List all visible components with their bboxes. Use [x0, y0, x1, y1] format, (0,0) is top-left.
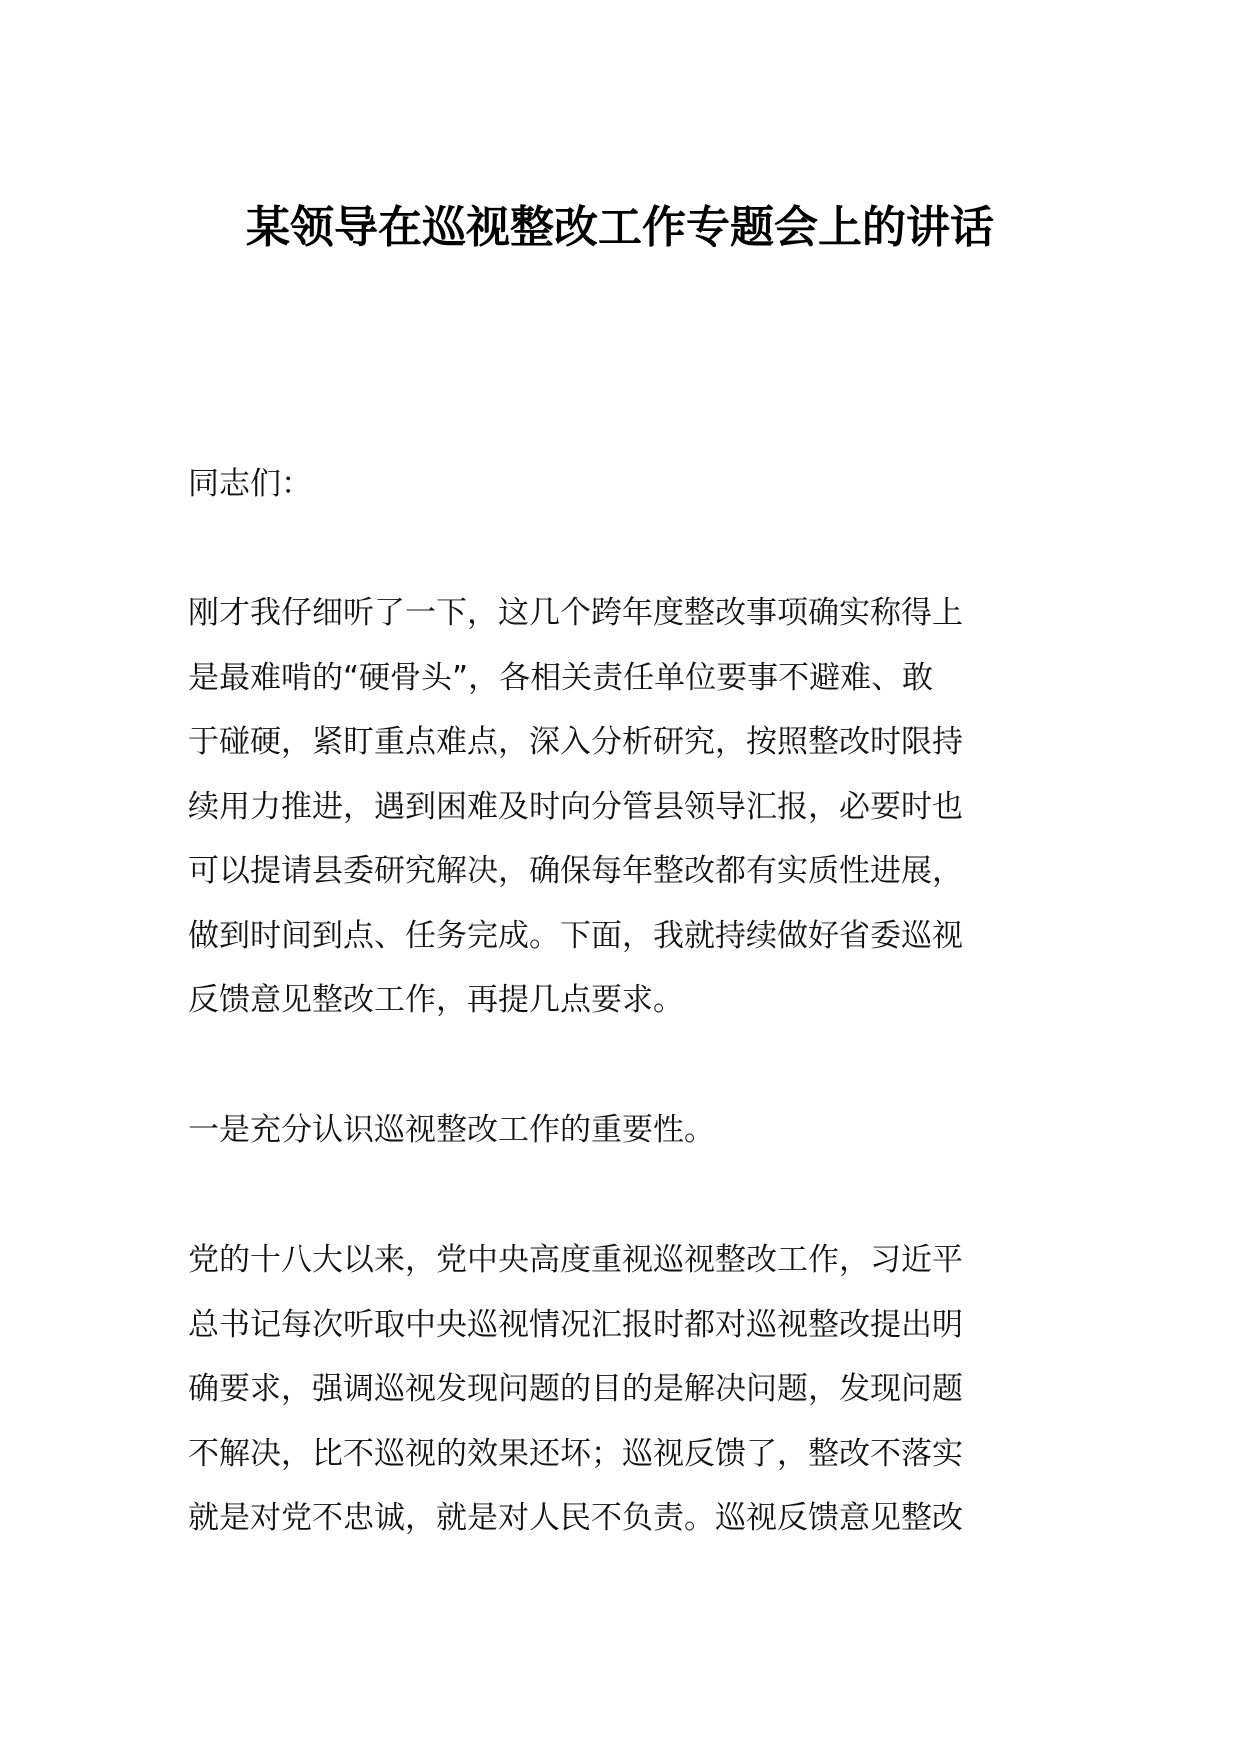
text-line: 反馈意见整改工作，再提几点要求。 — [188, 982, 684, 1018]
text-line: 不解决，比不巡视的效果还坏；巡视反馈了，整改不落实 — [188, 1435, 963, 1472]
paragraph-intro — [188, 581, 1052, 1033]
greeting: 同志们： — [188, 466, 312, 502]
text-line: 就是对党不忠诚，就是对人民不负责。巡视反馈意见整改 — [188, 1500, 963, 1536]
text-line: 总书记每次听取中央巡视情况汇报时都对巡视整改提出明 — [188, 1306, 963, 1343]
text-line: 于碰硬，紧盯重点难点，深入分析研究，按照整改时限持 — [188, 724, 963, 760]
text-line: 做到时间到点、任务完成。下面，我就持续做好省委巡视 — [188, 917, 963, 954]
text-line: 可以提请县委研究解决，确保每年整改都有实质性进展， — [188, 853, 963, 889]
document-title: 某领导在巡视整改工作专题会上的讲话 — [246, 202, 994, 253]
section-heading-1: 一是充分认识巡视整改工作的重要性。 — [188, 1112, 715, 1148]
text-line: 刚才我仔细听了一下，这几个跨年度整改事项确实称得上 — [188, 595, 963, 631]
text-line: 是最难啃的“硬骨头”，各相关责任单位要事不避难、敢 — [188, 659, 934, 696]
text-line: 党的十八大以来，党中央高度重视巡视整改工作，习近平 — [188, 1242, 963, 1278]
text-line: 确要求，强调巡视发现问题的目的是解决问题，发现问题 — [188, 1371, 963, 1407]
text-line: 续用力推进，遇到困难及时向分管县领导汇报，必要时也 — [188, 788, 963, 825]
paragraph-section-1 — [188, 1228, 1052, 1551]
